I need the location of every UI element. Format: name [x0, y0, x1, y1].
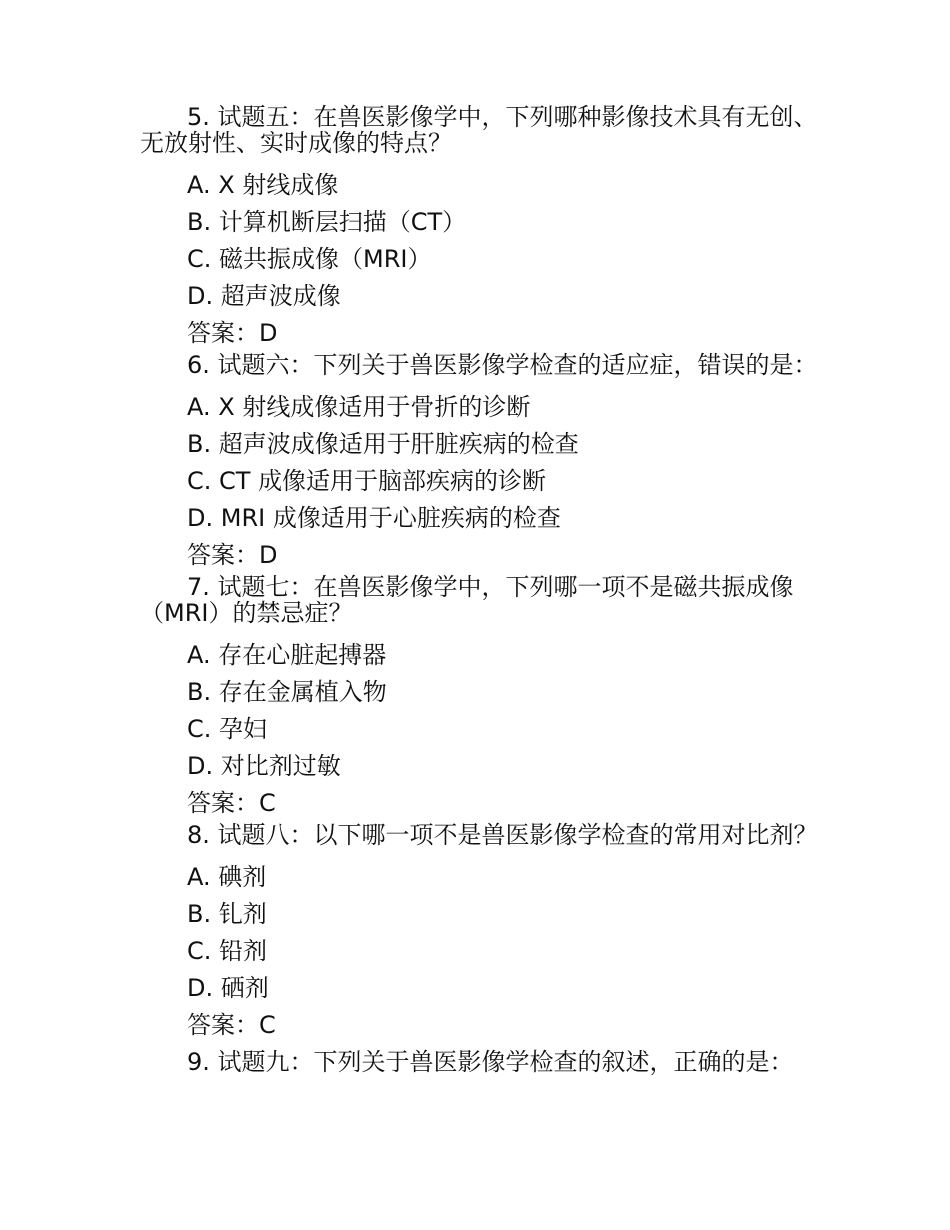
question-block-8 — [140, 822, 820, 1044]
quiz-content — [140, 104, 820, 1081]
question-block-7 — [140, 574, 820, 822]
answer-line: 答案：C — [187, 1011, 276, 1039]
option-b: B. 存在金属植入物 — [187, 678, 387, 706]
option-a: A. 碘剂 — [187, 863, 267, 891]
option-d: D. 超声波成像 — [187, 282, 341, 310]
question-stem: 7. 试题七：在兽医影像学中，下列哪一项不是磁共振成像（MRI）的禁忌症？ — [140, 573, 794, 627]
answer-line: 答案：C — [187, 789, 276, 817]
option-b: B. 超声波成像适用于肝脏疾病的检查 — [187, 430, 579, 458]
question-stem: 5. 试题五：在兽医影像学中，下列哪种影像技术具有无创、无放射性、实时成像的特点？ — [140, 103, 818, 157]
answer-line: 答案：D — [187, 541, 278, 569]
question-stem: 8. 试题八：以下哪一项不是兽医影像学检查的常用对比剂？ — [187, 821, 818, 849]
question-stem: 6. 试题六：下列关于兽医影像学检查的适应症，错误的是： — [187, 351, 818, 379]
option-c: C. 孕妇 — [187, 715, 268, 743]
option-d: D. 对比剂过敏 — [187, 752, 341, 780]
option-a: A. 存在心脏起搏器 — [187, 641, 387, 669]
option-c: C. CT 成像适用于脑部疾病的诊断 — [187, 467, 547, 495]
option-d: D. MRI 成像适用于心脏疾病的检查 — [187, 504, 561, 532]
question-stem-9: 9. 试题九：下列关于兽医影像学检查的叙述，正确的是： — [187, 1048, 794, 1076]
question-block-6 — [140, 352, 820, 574]
answer-line: 答案：D — [187, 319, 278, 347]
option-c: C. 磁共振成像（MRI） — [187, 245, 432, 273]
option-a: A. X 射线成像 — [187, 171, 339, 199]
option-a: A. X 射线成像适用于骨折的诊断 — [187, 393, 531, 421]
option-b: B. 钆剂 — [187, 900, 267, 928]
question-block-5 — [140, 104, 820, 352]
option-c: C. 铅剂 — [187, 937, 268, 965]
option-b: B. 计算机断层扫描（CT） — [187, 208, 467, 236]
option-d: D. 硒剂 — [187, 974, 269, 1002]
